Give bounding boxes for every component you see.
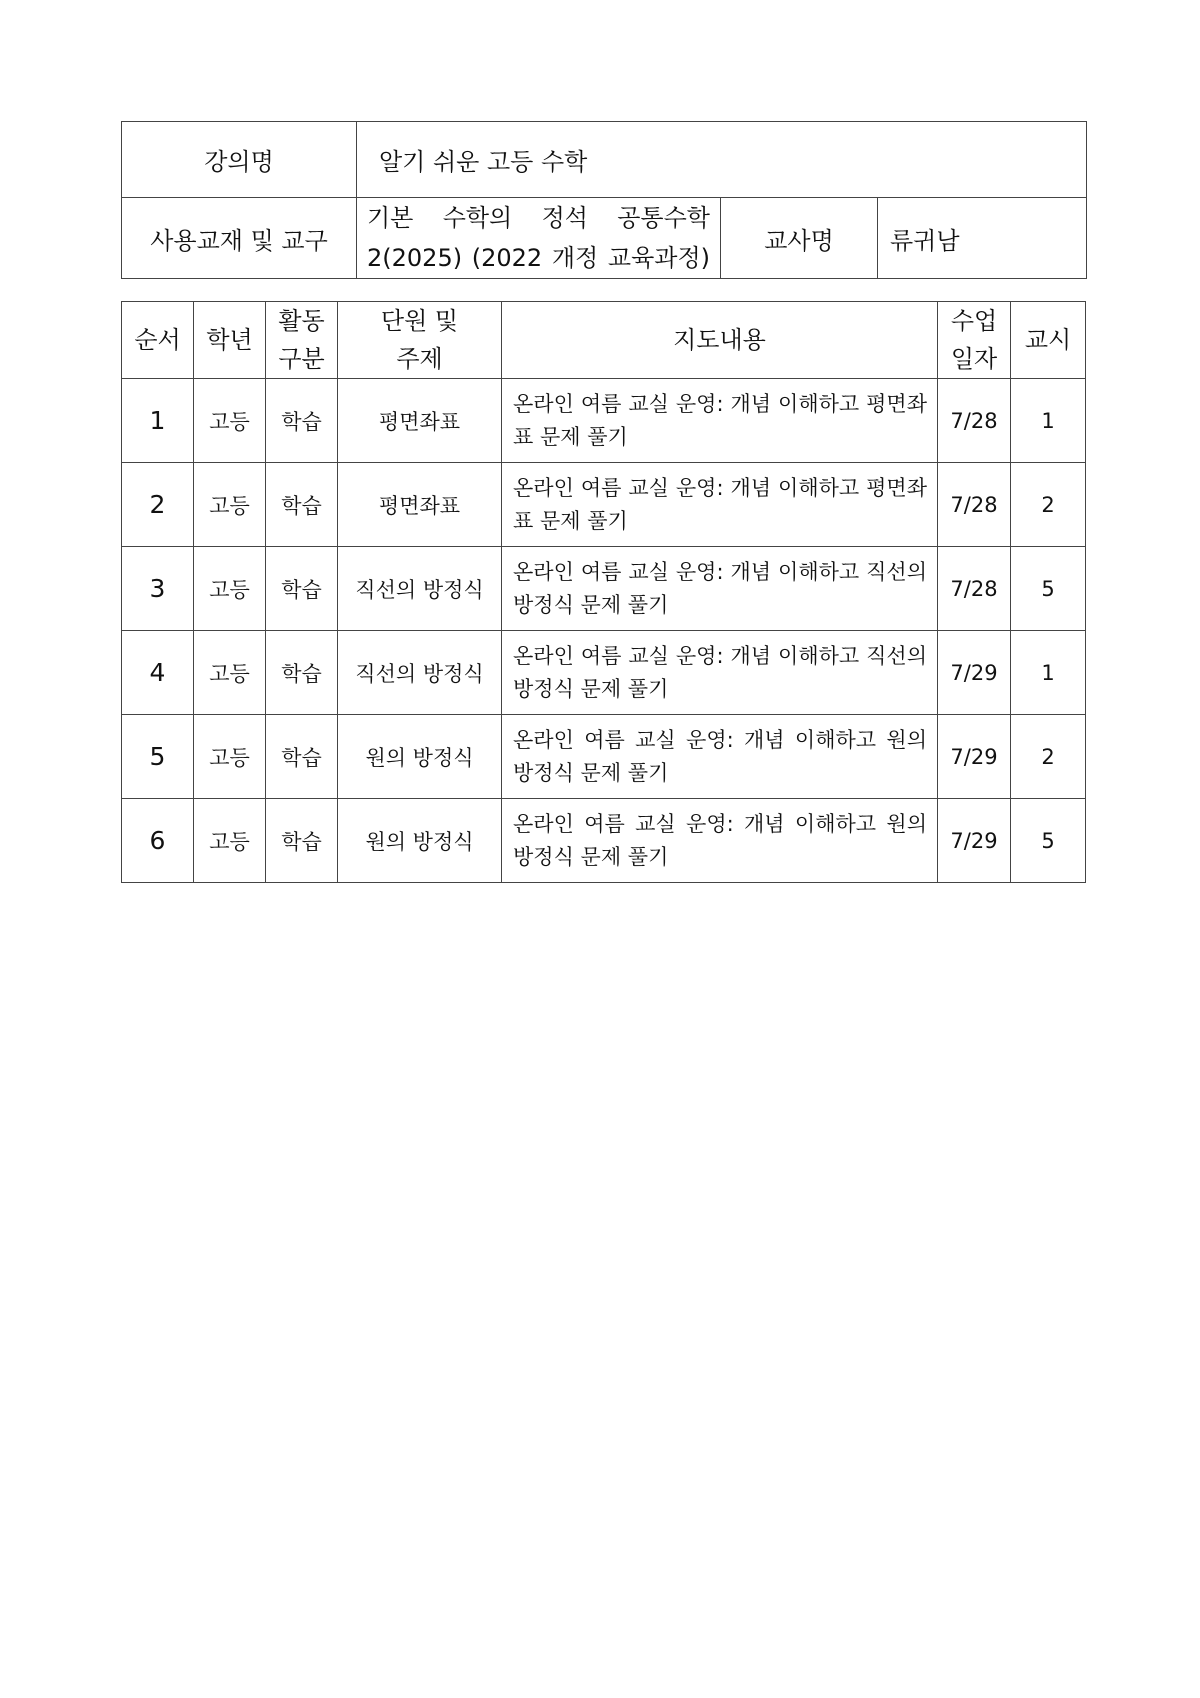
table-row [122, 547, 1086, 631]
textbook-line-2: 2(2025) (2022 개정 교육과정) [367, 244, 710, 272]
row-period: 2 [1011, 715, 1086, 799]
row-date: 7/28 [938, 547, 1011, 631]
row-order: 3 [122, 547, 194, 631]
row-unit: 원의 방정식 [338, 799, 502, 883]
row-activity: 학습 [266, 631, 338, 715]
textbook-label: 사용교재 및 교구 [122, 198, 357, 279]
row-activity: 학습 [266, 379, 338, 463]
row-activity: 학습 [266, 547, 338, 631]
row-order: 6 [122, 799, 194, 883]
row-content: 온라인 여름 교실 운영: 개념 이해하고 직선의 방정식 문제 풀기 [502, 547, 938, 631]
course-name-value: 알기 쉬운 고등 수학 [357, 122, 1087, 198]
header-unit-line-1: 단원 및 [380, 307, 459, 335]
row-order: 4 [122, 631, 194, 715]
row-date: 7/29 [938, 799, 1011, 883]
row-period: 5 [1011, 547, 1086, 631]
row-date: 7/28 [938, 379, 1011, 463]
textbook-line-1: 기본 수학의 정석 공통수학 [367, 204, 710, 232]
table-row [122, 631, 1086, 715]
row-date: 7/28 [938, 463, 1011, 547]
teacher-label: 교사명 [721, 198, 878, 279]
header-activity-line-2: 구분 [278, 345, 325, 373]
header-content: 지도내용 [502, 302, 938, 379]
header-period: 교시 [1011, 302, 1086, 379]
row-date: 7/29 [938, 631, 1011, 715]
header-row [122, 302, 1086, 379]
row-unit: 원의 방정식 [338, 715, 502, 799]
header-date-line-2: 일자 [950, 345, 998, 373]
row-activity: 학습 [266, 799, 338, 883]
row-period: 1 [1011, 631, 1086, 715]
row-content: 온라인 여름 교실 운영: 개념 이해하고 평면좌표 문제 풀기 [502, 379, 938, 463]
row-grade: 고등 [194, 715, 266, 799]
row-order: 5 [122, 715, 194, 799]
table-row [122, 715, 1086, 799]
row-grade: 고등 [194, 799, 266, 883]
row-content: 온라인 여름 교실 운영: 개념 이해하고 원의 방정식 문제 풀기 [502, 715, 938, 799]
course-info-table [121, 121, 1087, 279]
header-activity-line-1: 활동 [278, 307, 325, 335]
course-name-label: 강의명 [122, 122, 357, 198]
row-activity: 학습 [266, 463, 338, 547]
table-row [122, 379, 1086, 463]
table-row [122, 463, 1086, 547]
header-grade: 학년 [194, 302, 266, 379]
row-grade: 고등 [194, 547, 266, 631]
row-period: 1 [1011, 379, 1086, 463]
course-name-row [122, 122, 1087, 198]
header-date [938, 302, 1011, 379]
header-unit [338, 302, 502, 379]
row-unit: 평면좌표 [338, 463, 502, 547]
table-row [122, 799, 1086, 883]
textbook-value [357, 198, 721, 279]
row-order: 1 [122, 379, 194, 463]
header-activity [266, 302, 338, 379]
row-activity: 학습 [266, 715, 338, 799]
row-grade: 고등 [194, 631, 266, 715]
row-grade: 고등 [194, 463, 266, 547]
row-period: 2 [1011, 463, 1086, 547]
row-content: 온라인 여름 교실 운영: 개념 이해하고 평면좌표 문제 풀기 [502, 463, 938, 547]
row-period: 5 [1011, 799, 1086, 883]
row-unit: 평면좌표 [338, 379, 502, 463]
header-unit-line-2: 주제 [396, 345, 443, 373]
row-content: 온라인 여름 교실 운영: 개념 이해하고 직선의 방정식 문제 풀기 [502, 631, 938, 715]
row-order: 2 [122, 463, 194, 547]
header-date-line-1: 수업 [950, 307, 998, 335]
textbook-row [122, 198, 1087, 279]
row-content: 온라인 여름 교실 운영: 개념 이해하고 원의 방정식 문제 풀기 [502, 799, 938, 883]
row-date: 7/29 [938, 715, 1011, 799]
lesson-plan-table [121, 301, 1086, 883]
row-unit: 직선의 방정식 [338, 547, 502, 631]
teacher-value: 류귀남 [878, 198, 1087, 279]
row-unit: 직선의 방정식 [338, 631, 502, 715]
row-grade: 고등 [194, 379, 266, 463]
header-order: 순서 [122, 302, 194, 379]
